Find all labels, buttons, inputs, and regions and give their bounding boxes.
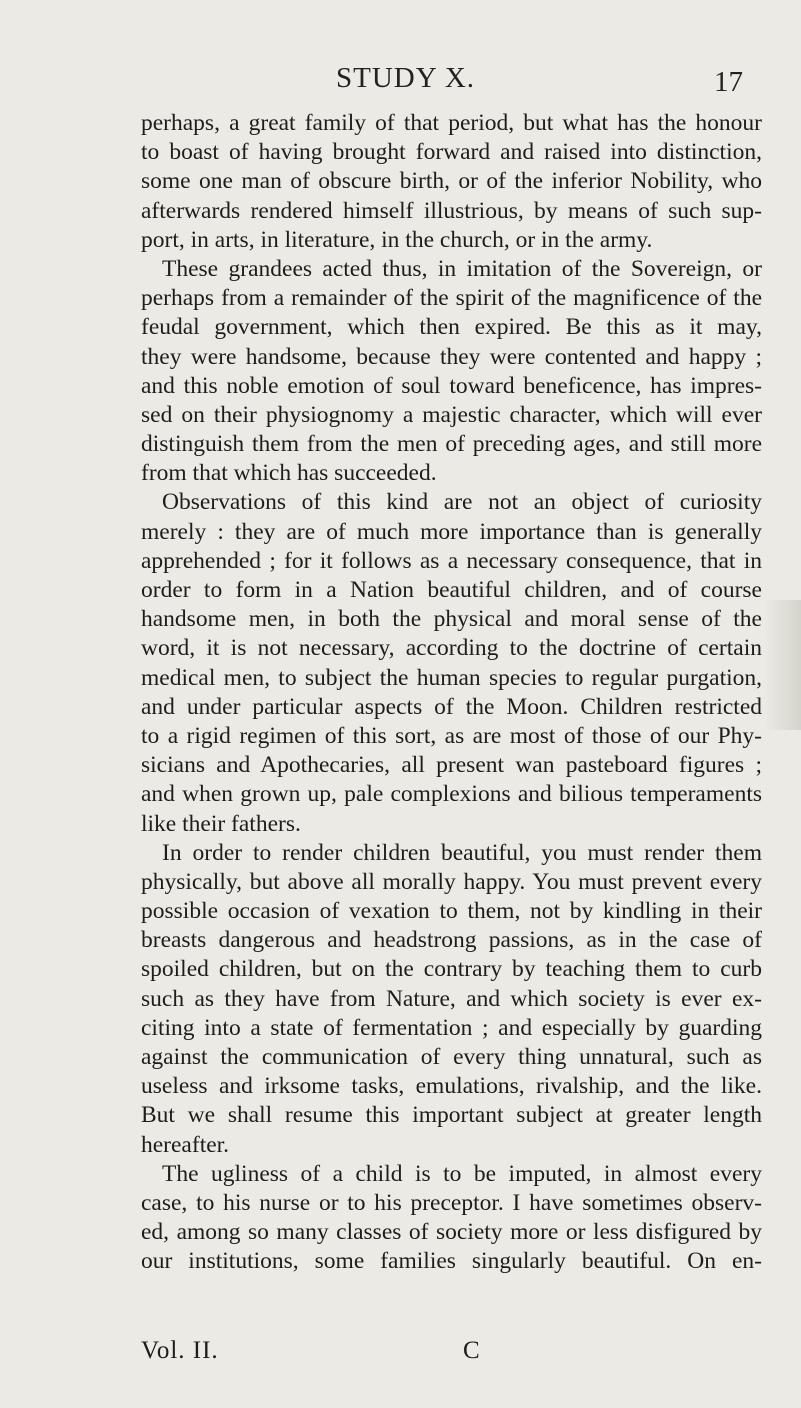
page-footer <box>141 1337 762 1369</box>
text-line: such as they have from Nature, and which society is ever ex- <box>141 985 762 1012</box>
volume-label: Vol. II. <box>141 1337 219 1364</box>
text-line: hereafter. <box>141 1131 230 1158</box>
text-line: and under particular aspects of the Moon. Children restricted <box>141 693 762 720</box>
text-line: case, to his nurse or to his preceptor. I have sometimes observ- <box>141 1189 762 1216</box>
text-line: useless and irksome tasks, emulations, rivalship, and the like. <box>141 1073 762 1100</box>
text-line: and when grown up, pale complexions and bilious temperaments <box>141 781 762 808</box>
text-line: distinguish them from the men of preceding ages, and still more <box>141 431 762 458</box>
text-line: sed on their physiognomy a majestic character, which will ever <box>141 401 762 428</box>
text-line: merely : they are of much more importance than is generally <box>141 518 762 545</box>
text-line: The ugliness of a child is to be imputed, in almost every <box>162 1160 762 1187</box>
text-line: Observations of this kind are not an object of curiosity <box>162 489 762 516</box>
body-text <box>141 109 762 1277</box>
text-line: medical men, to subject the human species to regular purgation, <box>141 664 762 691</box>
text-line: against the communication of every thing unnatural, such as <box>141 1044 762 1070</box>
text-line: spoiled children, but on the contrary by teaching them to curb <box>141 956 762 983</box>
text-line: handsome men, in both the physical and moral sense of the <box>141 606 762 633</box>
text-line: like their fathers. <box>141 810 301 837</box>
text-line: ed, among so many classes of society more or less disfigured by <box>141 1219 762 1246</box>
text-line: In order to render children beautiful, you must render them <box>162 839 762 866</box>
text-line: some one man of obscure birth, or of the inferior Nobility, who <box>141 168 762 195</box>
text-line: word, it is not necessary, according to the doctrine of certain <box>141 635 762 662</box>
text-line: they were handsome, because they were contented and happy ; <box>141 343 762 370</box>
text-line: feudal government, which then expired. Be this as it may, <box>141 314 762 341</box>
text-line: to boast of having brought forward and raised into distinction, <box>141 139 762 166</box>
text-line: sicians and Apothecaries, all present wan pasteboard figures ; <box>141 752 762 779</box>
text-line: breasts dangerous and headstrong passions, as in the case of <box>141 927 762 954</box>
running-head <box>0 62 801 102</box>
page-number: 17 <box>714 66 743 98</box>
running-title: STUDY X. <box>336 62 476 94</box>
text-line: from that which has succeeded. <box>141 460 437 487</box>
text-line: possible occasion of vexation to them, not by kindling in their <box>141 898 762 925</box>
text-line: and this noble emotion of soul toward beneficence, has impres- <box>141 372 762 399</box>
text-line: perhaps, a great family of that period, but what has the honour <box>141 110 762 136</box>
text-line: physically, but above all morally happy. You must prevent every <box>141 868 762 895</box>
text-line: afterwards rendered himself illustrious, by means of such sup- <box>141 197 762 224</box>
text-line: These grandees acted thus, in imitation of the Sovereign, or <box>162 255 762 282</box>
text-line: to a rigid regimen of this sort, as are most of those of our Phy- <box>141 722 762 749</box>
text-line: our institutions, some families singularly beautiful. On en- <box>141 1248 762 1275</box>
text-line: But we shall resume this important subject at greater length <box>141 1102 762 1129</box>
text-line: citing into a state of fermentation ; and especially by guarding <box>141 1014 762 1041</box>
text-line: perhaps from a remainder of the spirit of the magnificence of the <box>141 285 762 312</box>
paper-shadow <box>765 600 801 730</box>
text-line: apprehended ; for it follows as a necessary consequence, that in <box>141 547 762 574</box>
signature-mark: C <box>463 1337 480 1364</box>
text-line: order to form in a Nation beautiful children, and of course <box>141 577 762 603</box>
text-line: port, in arts, in literature, in the church, or in the army. <box>141 226 653 253</box>
